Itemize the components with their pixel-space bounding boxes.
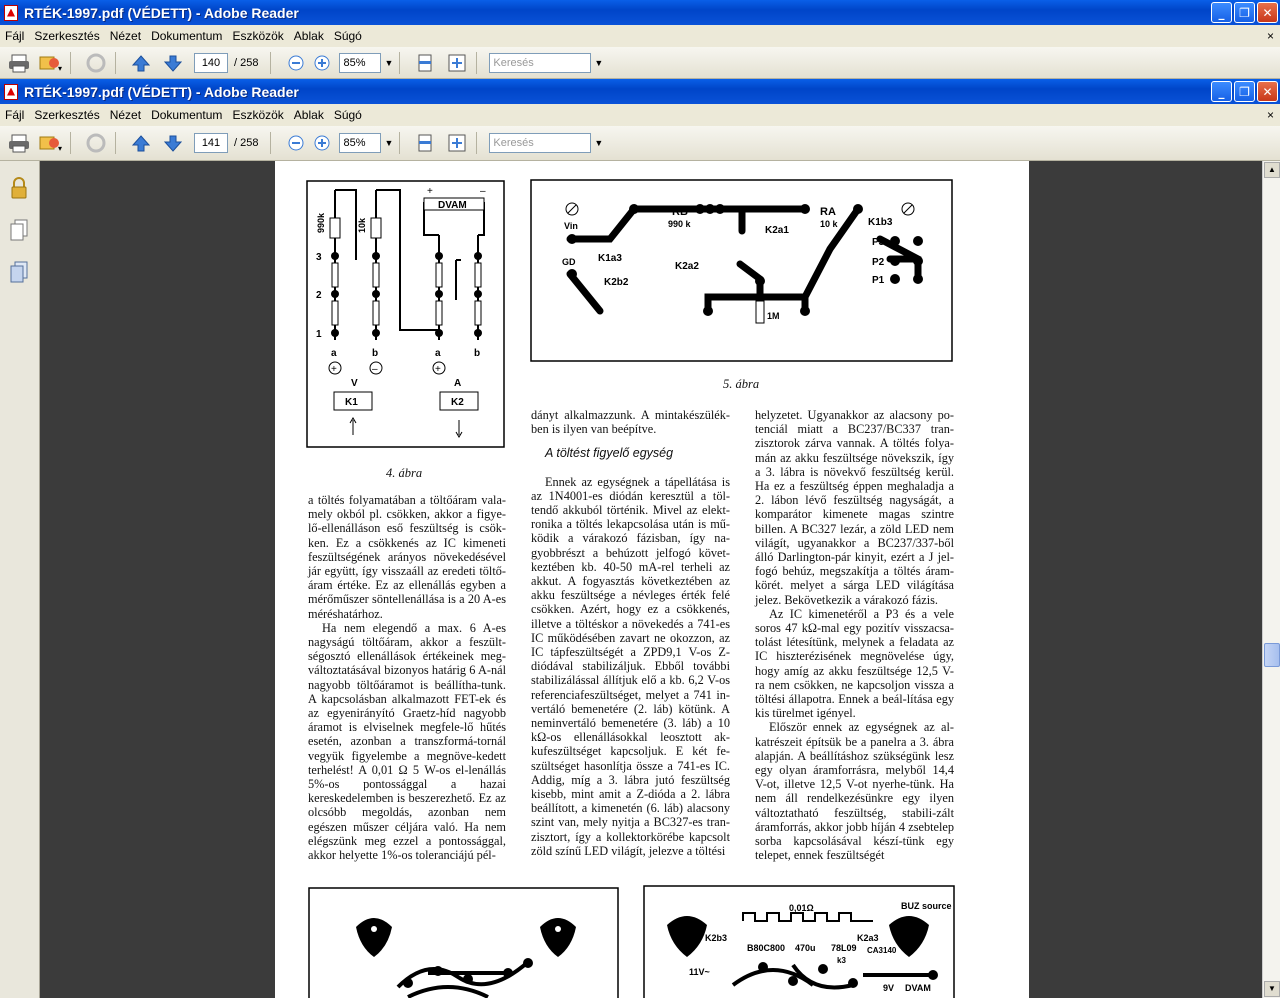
- minimize-button[interactable]: _: [1211, 2, 1232, 23]
- fig5-p2-label: P2: [872, 257, 885, 268]
- pdf-page: [275, 161, 1029, 998]
- menu-help[interactable]: Súgó: [333, 29, 362, 43]
- title-bar-1: [0, 0, 1280, 25]
- window-title-2: RTÉK-1997.pdf (VÉDETT) - Adobe Reader: [24, 83, 299, 100]
- search-input[interactable]: Keresés: [489, 53, 591, 73]
- window-title-1: RTÉK-1997.pdf (VÉDETT) - Adobe Reader: [24, 4, 299, 21]
- title-bar-2: [0, 79, 1280, 104]
- email-icon[interactable]: [38, 50, 64, 76]
- attachments-icon[interactable]: [10, 261, 28, 283]
- fig5-rb-label: RB: [672, 206, 688, 218]
- fig4-amp-label: A: [454, 378, 462, 389]
- pcb-ic-label: CA3140: [867, 946, 897, 955]
- fig5-p1-label: P1: [872, 275, 885, 286]
- fig4-dvam-label: DVAM: [438, 200, 467, 211]
- menu-view[interactable]: Nézet: [109, 29, 142, 43]
- fit-page-icon[interactable]: [412, 50, 438, 76]
- menu-edit[interactable]: Szerkesztés: [34, 29, 100, 43]
- fig4-plus-label: +: [427, 186, 433, 197]
- scroll-up-arrow-icon[interactable]: ▲: [1264, 162, 1280, 178]
- fig5-k2b2-label: K2b2: [604, 277, 629, 288]
- section-heading: A töltést figyelő egység: [545, 446, 674, 461]
- zoom-field[interactable]: 85%: [339, 53, 381, 73]
- menu-edit[interactable]: Szerkesztés: [34, 108, 100, 122]
- pcb-bridge-label: B80C800: [747, 943, 786, 953]
- close-button[interactable]: ✕: [1257, 81, 1278, 102]
- fig5-rb-value: 990 k: [668, 219, 691, 229]
- menu-file[interactable]: Fájl: [5, 29, 25, 43]
- text-column-1: [308, 493, 506, 862]
- menu-window[interactable]: Ablak: [293, 108, 324, 122]
- menu-help[interactable]: Súgó: [333, 108, 362, 122]
- adobe-reader-icon: [4, 84, 18, 100]
- pcb-buz-label: BUZ source: [901, 901, 952, 911]
- fig4-minus-terminal: –: [372, 364, 378, 375]
- next-page-icon[interactable]: [160, 130, 186, 156]
- menu-bar-1: [0, 25, 1280, 47]
- search-dropdown-icon[interactable]: ▼: [594, 138, 604, 148]
- zoom-field[interactable]: 85%: [339, 133, 381, 153]
- fig4-k2-label: K2: [451, 397, 464, 408]
- paragraph: Először ennek az egységnek az al-katrészeit építsük be a panelra a 3. ábra alapján. A beállításhoz szükségünk lesz egy olyan áramforrásra, melyből 14,4 V-ot, illetve 12,5 V-ot nyerhe-tünk. Ha nem áll rendelkezésünkre egy ilyen változtatható feszültség, stabili-zált áramforrás, akkor jobb híján 4 zsebtelep sorba kapcsolásával készí-tünk egy telepet, ennek feszültségét: [755, 720, 954, 863]
- text-column-2: [531, 408, 730, 858]
- maximize-button[interactable]: ❐: [1234, 81, 1255, 102]
- svg-text:▾: ▾: [58, 144, 63, 153]
- pcb-k3-label: k3: [837, 956, 846, 965]
- fig4-plus-terminal: +: [331, 364, 337, 375]
- fig4-b1-label: b: [372, 348, 379, 359]
- next-page-icon[interactable]: [160, 50, 186, 76]
- toolbar-2: [0, 126, 1280, 161]
- menu-file[interactable]: Fájl: [5, 108, 25, 122]
- fig4-v-label: V: [351, 378, 358, 389]
- pcb-11v-label: 11V~: [689, 967, 710, 977]
- zoom-in-icon[interactable]: [309, 130, 335, 156]
- minimize-button[interactable]: _: [1211, 81, 1232, 102]
- pcb-layout-right: [643, 885, 955, 998]
- close-button[interactable]: ✕: [1257, 2, 1278, 23]
- pcb-9v-label: 9V: [883, 983, 895, 993]
- fig5-ra-value: 10 k: [820, 219, 838, 229]
- pcb-reg-label: 78L09: [831, 943, 857, 953]
- menu-window[interactable]: Ablak: [293, 29, 324, 43]
- fig5-gd-label: GD: [562, 257, 576, 267]
- zoom-out-icon[interactable]: [283, 130, 309, 156]
- fig5-k2a2-label: K2a2: [675, 261, 699, 272]
- page-number-input[interactable]: 141: [194, 133, 228, 153]
- paragraph: Ha nem elegendő a max. 6 A-es nagyságú töltőáram, akkor a feszült-ségosztó ellenállások értékeinek meg-változtatásával bizonyos határig 6 A-nál nagyobb töltőáramot is beállítha-tunk. A kapcsolásban alkalmazott FET-ek és az egyenirányító Graetz-híd nagyobb áramot is elviselnek megfele-lő hűtés esetén, azonban a transzformá-tornál vegyük figyelembe a megnöve-kedett terhelést! A 0,01 Ω 5 W-os el-lenállás 5%-os pontossággal a hazai kereskedelemben is beszerezhető. Ez az olcsóbb megoldás, azonban nem egészen műszer céljára való. Ha nem elégszünk meg ezzel a pontossággal, akkor helyette 1%-os toleranciájú pél-: [308, 620, 506, 863]
- navigation-panel: [0, 161, 40, 998]
- paragraph: Az IC kimenetéről a P3 és a vele soros 47 kΩ-mal egy pozitív visszacsa-tolást létesítünk, melynek a feladata az IC hiszterézisének megnövelése úgy, hogy amíg az akku feszültsége 12,5 V-ra nem csökken, ne kapcsoljon vissza a töltési állapotra. Ennek a beál-lítása egy kis türelmet igényel.: [755, 606, 954, 721]
- menu-bar-2: [0, 104, 1280, 126]
- fig5-k2a1-label: K2a1: [765, 225, 789, 236]
- pcb-layout-left: [308, 887, 619, 998]
- fig4-minus-label: –: [480, 186, 486, 197]
- fig5-k1a3-label: K1a3: [598, 253, 622, 264]
- search-input[interactable]: Keresés: [489, 133, 591, 153]
- vertical-scrollbar[interactable]: [1262, 161, 1280, 998]
- fig4-b2-label: b: [474, 348, 481, 359]
- fig5-1m-label: 1M: [767, 311, 780, 321]
- fig5-p3-label: P3: [872, 237, 885, 248]
- zoom-out-icon[interactable]: [283, 50, 309, 76]
- figure-5-pcb: [530, 179, 954, 363]
- zoom-dropdown-icon[interactable]: ▼: [384, 138, 394, 148]
- page-number-input[interactable]: 140: [194, 53, 228, 73]
- fig5-ra-label: RA: [820, 206, 836, 218]
- pcb-dvam-label: DVAM: [905, 983, 931, 993]
- menu-view[interactable]: Nézet: [109, 108, 142, 122]
- fig4-r2-label: 10k: [357, 217, 367, 233]
- pcb-cap-label: 470u: [795, 943, 816, 953]
- fig4-n3-label: 3: [316, 252, 322, 263]
- zoom-in-icon[interactable]: [309, 50, 335, 76]
- fig4-r1-label: 990k: [316, 212, 326, 233]
- maximize-button[interactable]: ❐: [1234, 2, 1255, 23]
- fig4-a1-label: a: [331, 348, 337, 359]
- figure-4-diagram: [306, 180, 506, 448]
- text-column-3: [755, 408, 954, 863]
- pages-icon[interactable]: [10, 219, 28, 241]
- share-icon[interactable]: [83, 130, 109, 156]
- fig5-vin-label: Vin: [564, 221, 578, 231]
- fit-page-icon[interactable]: [412, 130, 438, 156]
- share-icon[interactable]: [83, 50, 109, 76]
- lock-icon[interactable]: [10, 177, 28, 199]
- paragraph: Ennek az egységnek a tápellátása is az 1N4001-es diódán keresztül a töl-tendő akkuból történik. Mivel az elekt-ronika a töltés lekapcsolása után is mű-ködik a várakozó fázisban, így na-gyobbrészt a behúzott jelfogó követ-keztében kb. 40-50 mA-rel terheli az akkut. A fogyasztás következtében az akku feszültsége a névleges érték felé csökken. Azért, hogy ez a csökkenés, illetve a töltéskor a növekedés a 741-es IC működésében zavart ne okozzon, az IC tápfeszültségét a ZPD9,1 V-os Z-diódával stabilizáljuk. Ebből további stabilizálással állítjuk elő a kb. 6,2 V-os referenciafeszültséget, melyet a 741 in-vertáló bemenetére (2. láb) kötünk. A neminvertáló bemenetére (3. láb) a 10 kΩ-os ellenállásokkal leosztott ak-kufeszültséget kapcsoljuk. E két fe-szültséget hasonlítja össze a 741-es IC. Addig, míg a 3. lábra jutó feszültség kisebb, mint amit a Z-dióda a 2. lábra beállított, a kimenetén (6. láb) alacsony szint van, mely nyitja a BC327-es tran-zisztort, így a kollektorkörébe kapcsolt zöld színű LED világít, jelezve a töltési: [531, 474, 730, 858]
- menu-tools[interactable]: Eszközök: [232, 29, 284, 43]
- fig4-plus-terminal-2: +: [435, 364, 441, 375]
- fig5-k1b3-label: K1b3: [868, 217, 893, 228]
- pcb-k2a3-label: K2a3: [857, 933, 879, 943]
- pcb-k2b3-label: K2b3: [705, 933, 728, 943]
- zoom-dropdown-icon[interactable]: ▼: [384, 57, 394, 68]
- prev-page-icon[interactable]: [128, 130, 154, 156]
- fig4-k1-label: K1: [345, 397, 358, 408]
- prev-page-icon[interactable]: [128, 50, 154, 76]
- page-total: / 258: [234, 56, 259, 69]
- fit-width-icon[interactable]: [444, 130, 470, 156]
- fig4-a2-label: a: [435, 348, 441, 359]
- email-icon[interactable]: [38, 130, 64, 156]
- menu-document[interactable]: Dokumentum: [151, 108, 223, 122]
- paragraph: helyzetet. Ugyanakkor az alacsony po-tenciál miatt a BC237/BC337 tran-zisztorok zárva vannak. A töltés folya-mán az akku feszültsége növekszik, így a 3. lábra is növekvő feszültség kerül. Ha ez a feszültség éppen meghaladja a 2. lábon lévő feszültség nagyságát, a komparátor kimenete magas szintre billen. A BC327 lezár, a zöld LED nem világít, ugyanakkor a BC237/337-ből álló Darlington-pár kinyit, ezért a J jel-fogó behúz, megszakítja a töltés áram-körét. melyet a sárga LED világítása jelez. Bekövetkezik a várakozó fázis.: [755, 408, 954, 607]
- print-icon[interactable]: [6, 50, 32, 76]
- paragraph: a töltés folyamatában a töltőáram vala-mely okból pl. csökken, akkor a figye-lő-ellenálláson eső feszültség is csök-ken. Ez a csökkenés az IC kimeneti feszültségének arányos növekedésével jár együtt, így visszaáll az eredeti töltő-áram értéke. Ez az ellenállás egyben a mérőműszer söntellenállása is a 20 A-es méréshatárhoz.: [308, 493, 506, 621]
- svg-text:▾: ▾: [58, 63, 63, 73]
- scroll-down-arrow-icon[interactable]: ▼: [1264, 981, 1280, 997]
- print-icon[interactable]: [6, 130, 32, 156]
- close-doc-icon[interactable]: ×: [1266, 108, 1274, 122]
- search-dropdown-icon[interactable]: ▼: [594, 57, 604, 68]
- fig4-n2-label: 2: [316, 290, 322, 301]
- adobe-reader-icon: [4, 5, 18, 21]
- fit-width-icon[interactable]: [444, 50, 470, 76]
- scroll-thumb[interactable]: [1264, 643, 1280, 667]
- figure-5-caption: 5. ábra: [723, 377, 760, 391]
- document-view[interactable]: [41, 161, 1262, 998]
- menu-document[interactable]: Dokumentum: [151, 29, 223, 43]
- menu-tools[interactable]: Eszközök: [232, 108, 284, 122]
- toolbar-1: [0, 47, 1280, 79]
- page-total: / 258: [234, 137, 259, 149]
- close-doc-icon[interactable]: ×: [1266, 29, 1274, 43]
- fig4-n1-label: 1: [316, 329, 322, 340]
- paragraph: dányt alkalmazzunk. A mintakészülék-ben is ilyen van beépítve.: [531, 408, 730, 437]
- figure-4-caption: 4. ábra: [386, 466, 423, 480]
- pcb-r01-label: 0,01Ω: [789, 903, 814, 913]
